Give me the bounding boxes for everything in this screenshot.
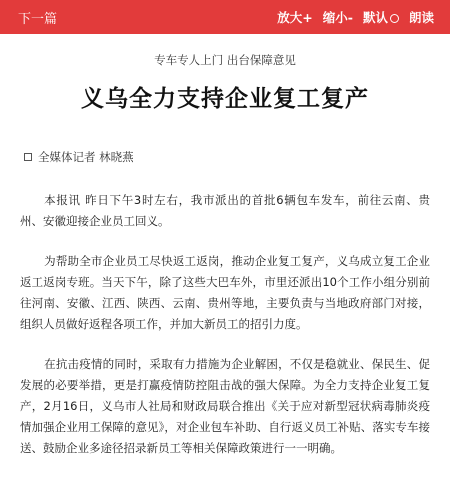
article-byline [24,149,450,165]
speaker-dot-icon [390,14,399,23]
default-font-label: 默认 [362,10,388,25]
article-toolbar [0,0,450,34]
shrink-font-button[interactable]: 缩小- [322,10,353,25]
article-paragraph-1: 本报讯 昨日下午3时左右，我市派出的首批6辆包车发车，前往云南、贵州、安徽迎接企业员工回义。 [20,193,430,228]
article-subtitle: 专车专人上门 出台保障意见 [154,53,296,67]
next-article-link[interactable]: 下一篇 [18,11,58,27]
default-font-button[interactable] [363,8,399,26]
enlarge-font-button[interactable]: 放大+ [277,10,313,25]
byline-text: 全媒体记者 林晓燕 [38,150,134,164]
reader-controls [277,8,434,26]
read-aloud-button[interactable]: 朗读 [408,10,434,25]
article-title: 义乌全力支持企业复工复产 [81,86,369,112]
square-bullet-icon [24,153,32,161]
article-paragraph-3: 在抗击疫情的同时，采取有力措施为企业解困，不仅是稳就业、保民生、促发展的必要举措，更是打赢疫情防控阻击战的强大保障。为全力支持企业复工复产，2月16日，义乌市人社局和财政局联合推出《关于应对新型冠状病毒肺炎疫情加强企业用工保障的意见》，对企业包车补助、自行返义员工补贴、落实专车接送、鼓励企业多途径招录新员工等相关保障政策进行一一明确。 [20,357,430,455]
article-paragraph-2: 为帮助全市企业员工尽快返工返岗，推动企业复工复产，义乌成立复工企业返工返岗专班。当天下午，除了这些大巴车外，市里还派出10个工作小组分别前往河南、安徽、江西、陕西、云南、贵州等地，主要负责与当地政府部门对接，组织人员做好返程各项工作，并加大新员工的招引力度。 [20,254,430,331]
